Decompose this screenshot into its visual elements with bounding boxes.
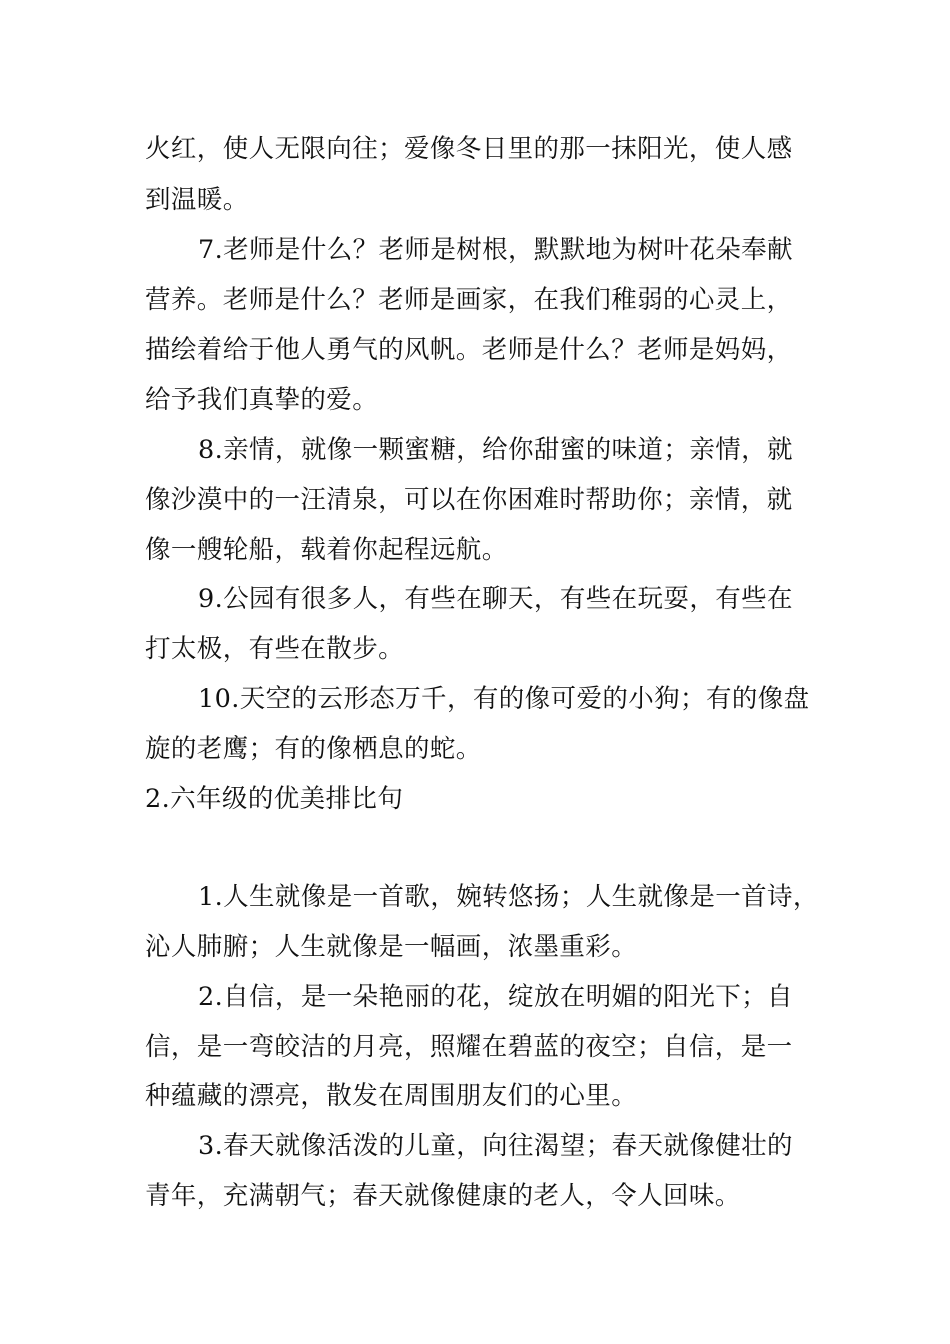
section-heading: 2.六年级的优美排比句 — [145, 784, 404, 814]
item-8-line: 8.亲情，就像一颗蜜糖，给你甜蜜的味道；亲情，就 — [198, 435, 793, 465]
item-3-line: 3.春天就像活泼的儿童，向往渴望；春天就像健壮的 — [198, 1131, 793, 1161]
item-9-line: 9.公园有很多人，有些在聊天，有些在玩耍，有些在 — [198, 584, 793, 614]
item-7-line: 7.老师是什么？老师是树根，默默地为树叶花朵奉献 — [198, 235, 793, 265]
item-1-line: 1.人生就像是一首歌，婉转悠扬；人生就像是一首诗， — [198, 882, 819, 912]
text-line: 描绘着给于他人勇气的风帆。老师是什么？老师是妈妈， — [145, 335, 793, 365]
text-line: 沁人肺腑；人生就像是一幅画，浓墨重彩。 — [145, 932, 638, 962]
text-line: 信，是一弯皎洁的月亮，照耀在碧蓝的夜空；自信，是一 — [145, 1032, 793, 1062]
text-line: 旋的老鹰；有的像栖息的蛇。 — [145, 734, 482, 764]
text-line: 到温暖。 — [145, 185, 249, 215]
text-line: 打太极，有些在散步。 — [145, 634, 405, 664]
text-line: 像一艘轮船，载着你起程远航。 — [145, 535, 508, 565]
text-line: 营养。老师是什么？老师是画家，在我们稚弱的心灵上， — [145, 285, 793, 315]
text-line: 像沙漠中的一汪清泉，可以在你困难时帮助你；亲情，就 — [145, 485, 793, 515]
text-line: 给予我们真挚的爱。 — [145, 385, 379, 415]
text-line: 青年，充满朝气；春天就像健康的老人，令人回味。 — [145, 1181, 741, 1211]
text-line: 种蕴藏的漂亮，散发在周围朋友们的心里。 — [145, 1081, 638, 1111]
item-2-line: 2.自信，是一朵艳丽的花，绽放在明媚的阳光下；自 — [198, 982, 793, 1012]
text-line: 火红，使人无限向往；爱像冬日里的那一抹阳光，使人感 — [145, 134, 793, 164]
item-10-line: 10.天空的云形态万千，有的像可爱的小狗；有的像盘 — [198, 684, 810, 714]
